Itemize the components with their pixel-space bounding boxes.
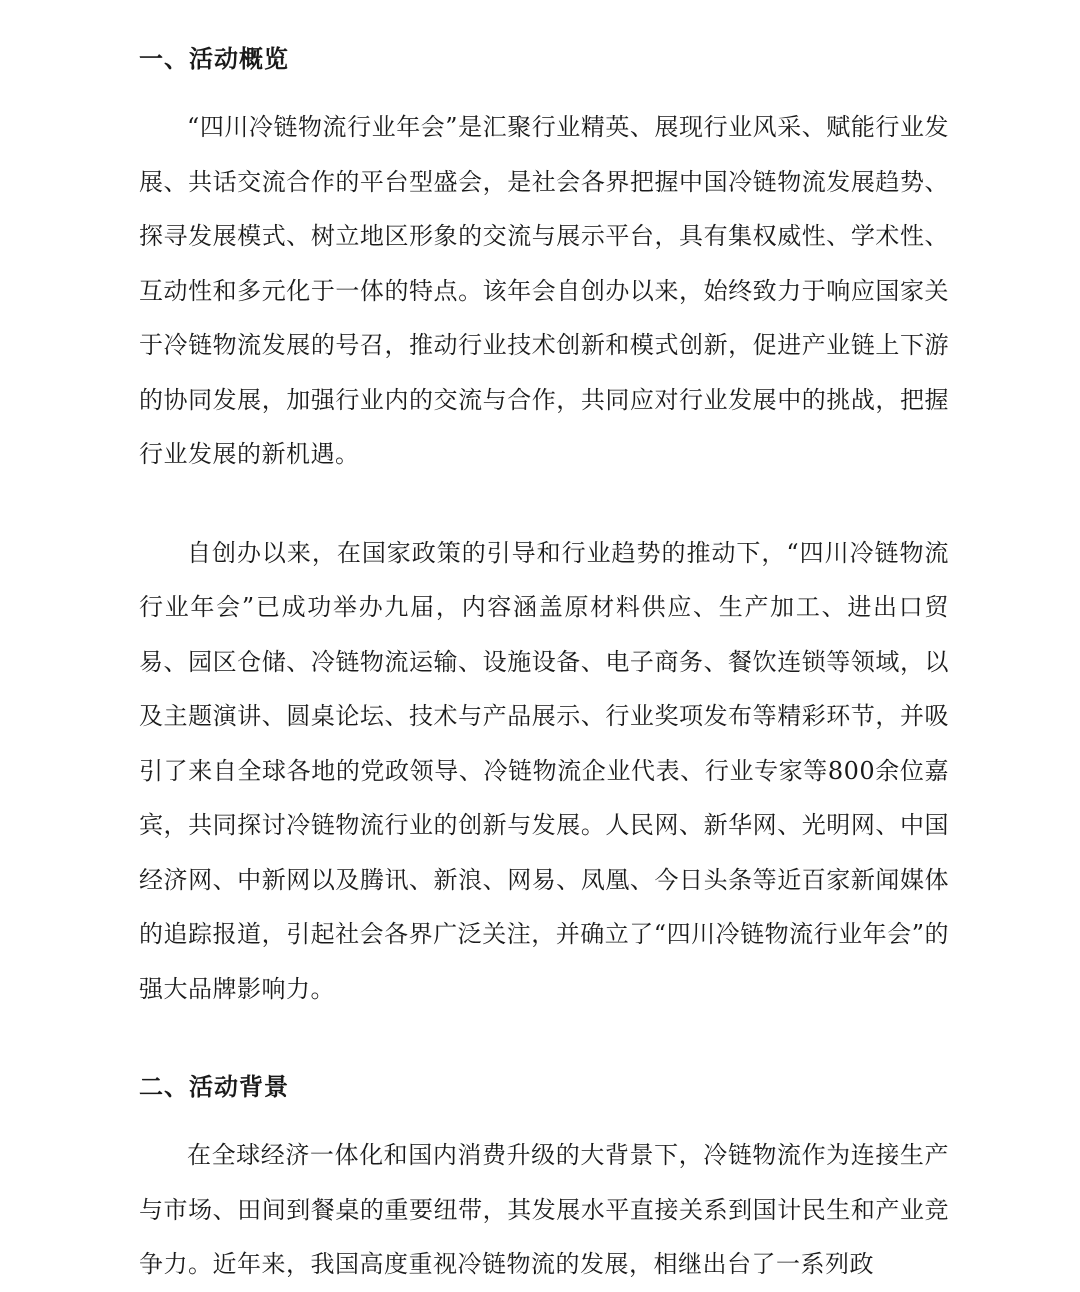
overview-paragraph-1: “四川冷链物流行业年会”是汇聚行业精英、展现行业风采、赋能行业发展、共话交流合作的平台型盛会，是社会各界把握中国冷链物流发展趋势、探寻发展模式、树立地区形象的交流与展示平台，具有集权威性、学术性、互动性和多元化于一体的特点。该年会自创办以来，始终致力于响应国家关于冷链物流发展的号召，推动行业技术创新和模式创新，促进产业链上下游的协同发展，加强行业内的交流与合作，共同应对行业发展中的挑战，把握行业发展的新机遇。 <box>139 113 949 468</box>
section-heading-background: 二、活动背景 <box>139 1073 289 1101</box>
overview-paragraph-2: 自创办以来，在国家政策的引导和行业趋势的推动下，“四川冷链物流行业年会”已成功举办九届，内容涵盖原材料供应、生产加工、进出口贸易、园区仓储、冷链物流运输、设施设备、电子商务、餐饮连锁等领域，以及主题演讲、圆桌论坛、技术与产品展示、行业奖项发布等精彩环节，并吸引了来自全球各地的党政领导、冷链物流企业代表、行业专家等800余位嘉宾，共同探讨冷链物流行业的创新与发展。人民网、新华网、光明网、中国经济网、中新网以及腾讯、新浪、网易、凤凰、今日头条等近百家新闻媒体的追踪报道，引起社会各界广泛关注，并确立了“四川冷链物流行业年会”的强大品牌影响力。 <box>139 538 949 1003</box>
background-paragraph-1: 在全球经济一体化和国内消费升级的大背景下，冷链物流作为连接生产与市场、田间到餐桌的重要纽带，其发展水平直接关系到国计民生和产业竞争力。近年来，我国高度重视冷链物流的发展，相继出台了一系列政 <box>139 1141 949 1278</box>
section-heading-overview: 一、活动概览 <box>139 45 289 73</box>
document-page <box>139 30 949 1292</box>
